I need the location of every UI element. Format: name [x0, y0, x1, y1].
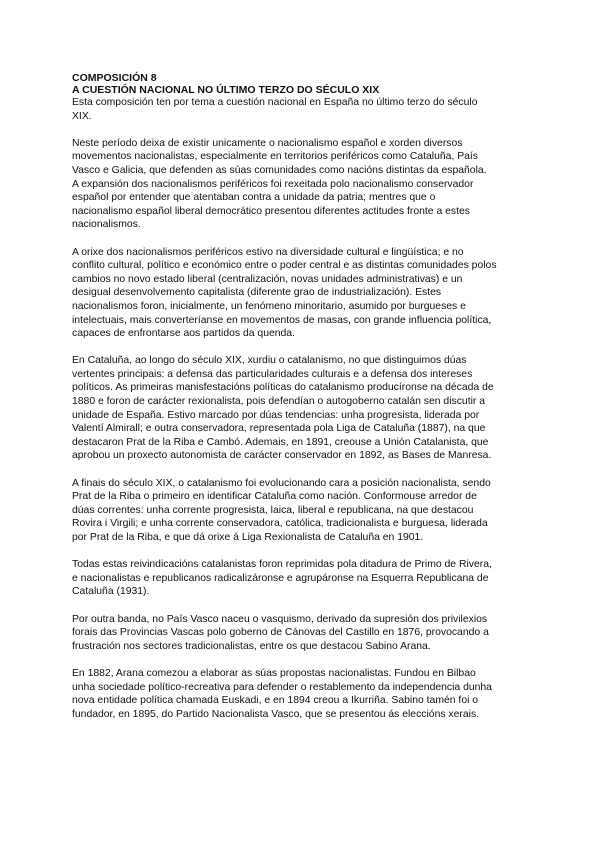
- composition-number: COMPOSICIÓN 8: [72, 72, 157, 84]
- text-line: 1880 e foron de carácter rexionalista, pois defendían o autogoberno catalán sen discutir a: [72, 396, 486, 408]
- text-line: capaces de enfrontarse aos partidos da quenda.: [72, 328, 295, 340]
- body-paragraph: [72, 137, 532, 232]
- text-line: movementos nacionalistas, especialmente en territorios periféricos como Cataluña, País: [72, 151, 479, 163]
- text-line: dúas correntes: unha corrente progresista, laica, liberal e republicana, na que destacou: [72, 504, 474, 516]
- document-page: [72, 72, 532, 735]
- body-paragraph: [72, 246, 532, 341]
- text-line: desigual desenvolvemento capitalista (diferente grao de industrialización). Estes: [72, 287, 442, 299]
- composition-title: A CUESTIÓN NACIONAL NO ÚLTIMO TERZO DO SÉCULO XIX: [72, 84, 380, 96]
- text-line: Esta composición ten por tema a cuestión nacional en España no último terzo do século: [72, 97, 478, 108]
- text-line: cambios no novo estado liberal (centralización, novas unidades administrativas) e un: [72, 273, 463, 285]
- text-line: vertentes principais: a defensa das particularidades culturais e a defensa dos intereses: [72, 368, 473, 380]
- text-line: Vasco e Galicia, que defenden as súas comunidades como nacións distintas da española.: [72, 164, 487, 176]
- text-line: XIX.: [72, 110, 92, 122]
- text-line: nacionalismo español liberal democrático presentou diferentes actitudes fronte a estes: [72, 205, 470, 217]
- text-line: destacaron Prat de la Riba e Cambó. Ademais, en 1891, creouse a Unión Catalanista, que: [72, 436, 489, 448]
- text-line: A expansión dos nacionalismos periféricos foi rexeitada polo nacionalismo conservador: [72, 178, 474, 190]
- text-line: nacionalismos foron, inicialmente, un fenómeno minoritario, asumido por burgueses e: [72, 300, 466, 312]
- text-line: forais das Provincias Vascas polo goberno de Cánovas del Castillo en 1876, provocando a: [72, 627, 489, 639]
- body-paragraph: [72, 477, 532, 545]
- text-line: A orixe dos nacionalismos periféricos estivo na diversidade cultural e lingüística; e no: [72, 246, 464, 258]
- text-line: Neste período deixa de existir unicamente o nacionalismo español e xorden diversos: [72, 137, 463, 149]
- text-line: Valentí Almirall; e outra conservadora, representada pola Liga de Cataluña (1887), na que: [72, 423, 486, 435]
- text-line: aprobou un proxecto autonomista de carácter conservador en 1892, as Bases de Manresa.: [72, 450, 492, 462]
- text-line: políticos. As primeiras manisfestacións políticas do catalanismo producíronse na década de: [72, 382, 494, 394]
- text-line: En Cataluña, ao longo do século XIX, xurdiu o catalanismo, no que distinguimos dúas: [72, 355, 467, 367]
- text-line: español por entender que atentaban contra a unidade da patria; mentres que o: [72, 192, 436, 204]
- text-line: nacionalismos.: [72, 219, 141, 231]
- text-line: Cataluña (1931).: [72, 586, 150, 598]
- text-line: conflito cultural, político e económico entre o poder central e as distintas comunidades polos: [72, 260, 497, 272]
- text-line: fundador, en 1895, do Partido Nacionalista Vasco, que se presentou ás eleccións xerais.: [72, 708, 480, 720]
- text-line: Prat de la Riba o primeiro en identificar Cataluña como nación. Conformouse arredor de: [72, 491, 477, 503]
- text-line: e nacionalistas e republicanos radicalizáronse e agrupáronse na Esquerra Republicana de: [72, 572, 489, 584]
- text-line: A finais do século XIX, o catalanismo foi evolucionando cara a posición nacionalista, sendo: [72, 477, 491, 489]
- text-line: Todas estas reivindicacións catalanistas foron reprimidas pola ditadura de Primo de Rivera,: [72, 559, 492, 571]
- text-line: En 1882, Arana comezou a elaborar as súas propostas nacionalistas. Fundou en Bilbao: [72, 667, 476, 679]
- text-line: nova entidade política chamada Euskadi, e en 1894 creou a Ikurriña. Sabino tamén foi o: [72, 695, 479, 707]
- text-line: frustración nos sectores tradicionalistas, entre os que destacou Sabino Arana.: [72, 640, 431, 652]
- text-line: unidade de España. Estivo marcado por dúas tendencias: unha progresista, liderada por: [72, 409, 480, 421]
- body-paragraph: [72, 354, 532, 463]
- text-line: por Prat de la Riba, e que dá orixe á Liga Rexionalista de Cataluña en 1901.: [72, 532, 424, 543]
- text-line: unha sociedade político-recreativa para defender o restablemento da independencia dunha: [72, 681, 492, 693]
- body-paragraph: [72, 613, 532, 654]
- body-paragraph: [72, 667, 532, 721]
- document-body: [72, 96, 532, 721]
- text-line: Rovira i Virgili; e unha corrente conservadora, católica, tradicionalista e burguesa, liderada: [72, 518, 488, 530]
- body-paragraph: [72, 558, 532, 599]
- text-line: Por outra banda, no País Vasco naceu o vasquismo, derivado da supresión dos privilexios: [72, 613, 488, 625]
- text-line: intelectuais, mais converteríanse en movementos de masas, con grande influencia política,: [72, 314, 492, 326]
- intro-paragraph: [72, 96, 532, 123]
